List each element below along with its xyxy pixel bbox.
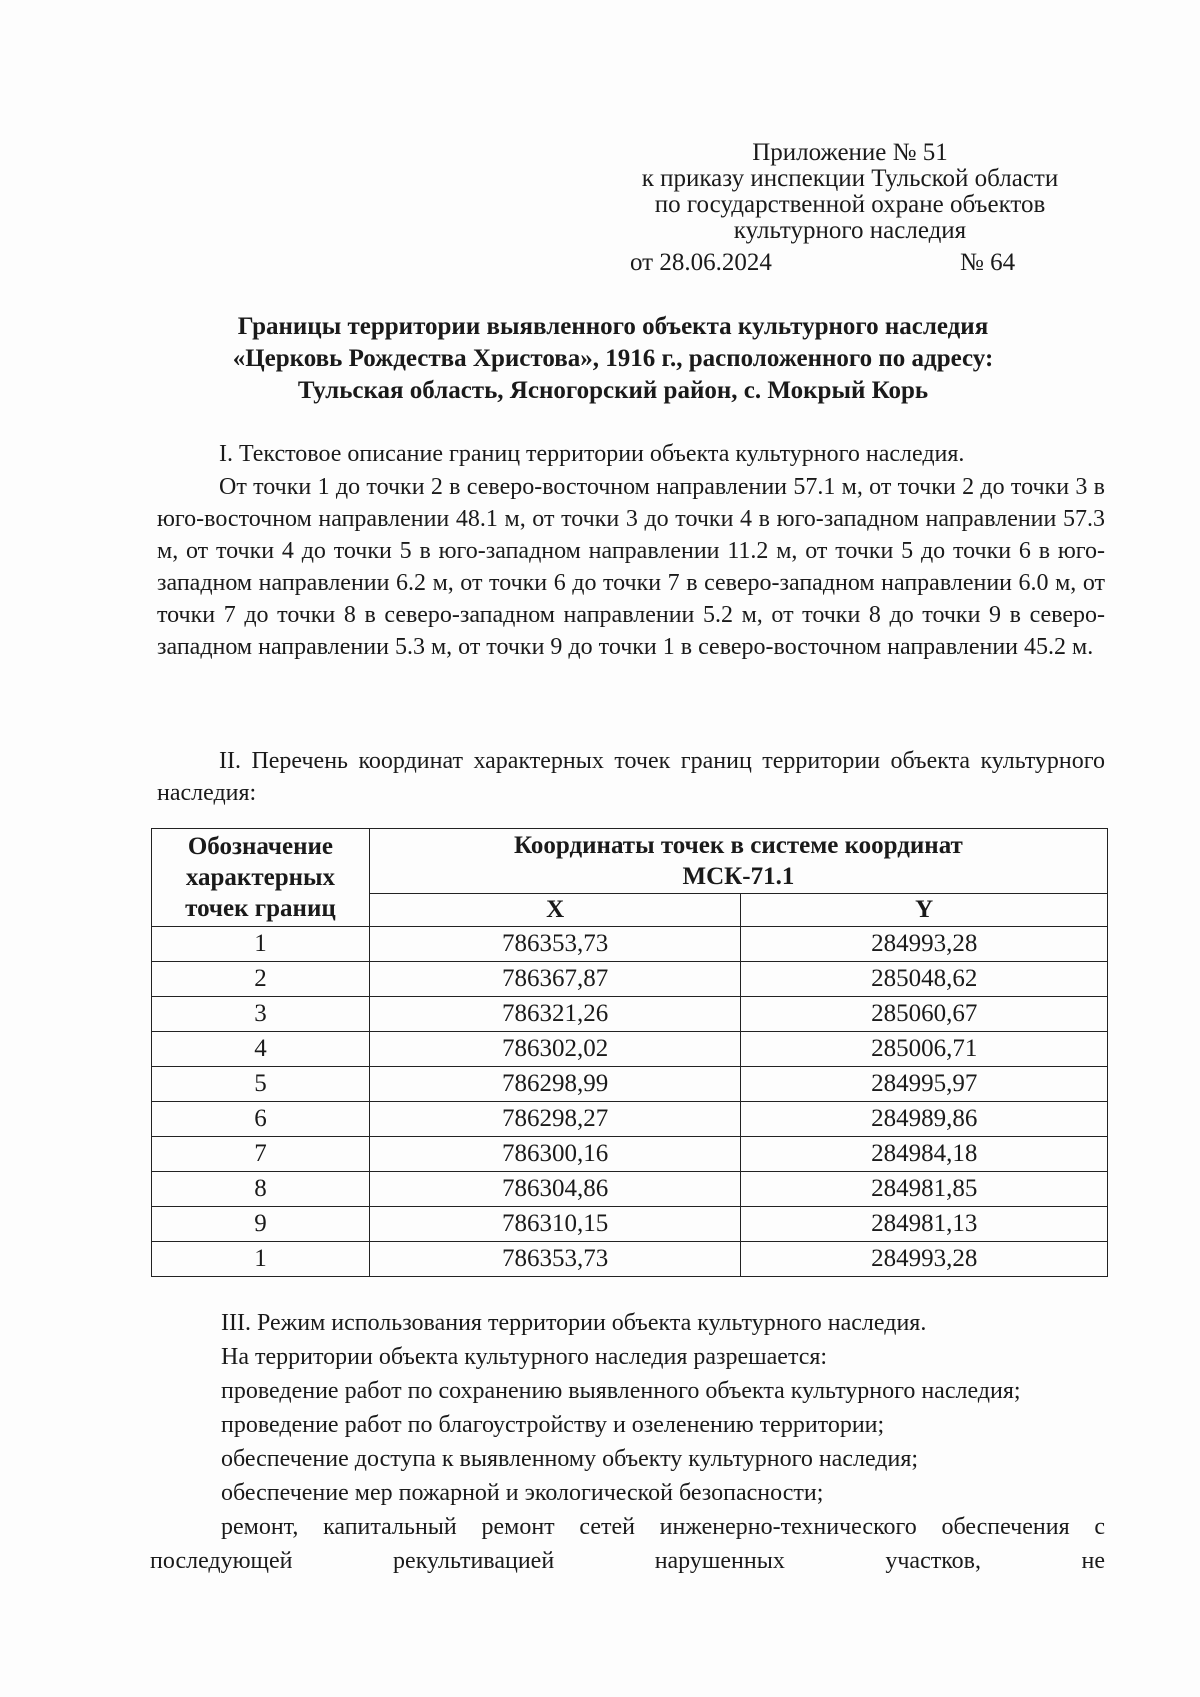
order-number: № 64 [960, 249, 1016, 276]
x-cell: 786353,73 [369, 927, 741, 962]
x-cell: 786302,02 [369, 1032, 741, 1067]
section3 [150, 1306, 1105, 1578]
table-row [152, 1207, 1108, 1242]
section3-intro: На территории объекта культурного наследия разрешается: [221, 1344, 828, 1370]
table-row [152, 962, 1108, 997]
x-cell: 786310,15 [369, 1207, 741, 1242]
y-cell: 284995,97 [741, 1067, 1108, 1102]
point-cell: 6 [152, 1102, 370, 1137]
col-points-header-line1: Обозначение [187, 833, 334, 860]
y-cell: 284981,13 [741, 1207, 1108, 1242]
section1-text: От точки 1 до точки 2 в северо-восточном направлении 57.1 м, от точки 2 до точки 3 в юго-восточном направлении 48.1 м, от точки 3 до точки 4 в юго-западном направлении 57.3 м, от точки 4 до точки 5 в юго-западном направлении 11.2 м, от точки 5 до точки 6 в юго-западном направлении 6.2 м, от точки 6 до точки 7 в северо-западном направлении 6.0 м, от точки 7 до точки 8 в северо-западном направлении 5.2 м, от точки 8 до точки 9 в северо-западном направлении 5.3 м, от точки 9 до точки 1 в северо-восточном направлении 45.2 м. [157, 474, 1105, 660]
point-cell: 7 [152, 1137, 370, 1172]
coords-header-line2: МСК-71.1 [682, 863, 795, 890]
y-cell: 284989,86 [741, 1102, 1108, 1137]
section3-heading: III. Режим использования территории объекта культурного наследия. [221, 1310, 927, 1336]
y-cell: 284981,85 [741, 1172, 1108, 1207]
col-x-header: X [369, 894, 741, 927]
title-line-3: Тульская область, Ясногорский район, с. Мокрый Корь [297, 377, 929, 404]
x-cell: 786300,16 [369, 1137, 741, 1172]
x-cell: 786298,27 [369, 1102, 741, 1137]
section1-heading: I. Текстовое описание границ территории объекта культурного наследия. [219, 441, 965, 467]
annex-number: Приложение № 51 [752, 139, 948, 166]
point-cell: 9 [152, 1207, 370, 1242]
x-cell: 786321,26 [369, 997, 741, 1032]
col-points-header [152, 829, 370, 927]
y-cell: 285060,67 [741, 997, 1108, 1032]
coordinates-rows [152, 927, 1108, 1277]
table-row [152, 997, 1108, 1032]
document-title [140, 311, 1086, 407]
table-row [152, 1032, 1108, 1067]
x-cell: 786353,73 [369, 1242, 741, 1277]
table-row [152, 927, 1108, 962]
point-cell: 8 [152, 1172, 370, 1207]
col-points-header-line3: точек границ [185, 895, 336, 922]
point-cell: 3 [152, 997, 370, 1032]
col-points-header-line2: характерных [185, 864, 336, 891]
y-cell: 284993,28 [741, 927, 1108, 962]
y-cell: 284993,28 [741, 1242, 1108, 1277]
point-cell: 1 [152, 1242, 370, 1277]
y-cell: 284984,18 [741, 1137, 1108, 1172]
point-cell: 2 [152, 962, 370, 997]
coords-header-line1: Координаты точек в системе координат [514, 832, 963, 859]
coordinates-table [151, 828, 1108, 1277]
point-cell: 1 [152, 927, 370, 962]
title-line-2: «Церковь Рождества Христова», 1916 г., расположенного по адресу: [232, 345, 994, 372]
section3-item: обеспечение мер пожарной и экологической безопасности; [221, 1480, 824, 1506]
table-row [152, 1242, 1108, 1277]
section3-item: ремонт, капитальный ремонт сетей инженерно-технического обеспечения с последующей рекультивацией нарушенных участков, не [150, 1514, 1105, 1574]
table-row [152, 1067, 1108, 1102]
title-line-1: Границы территории выявленного объекта культурного наследия [237, 313, 989, 340]
table-row [152, 1137, 1108, 1172]
coords-system-header [369, 829, 1107, 894]
section2-heading: II. Перечень координат характерных точек границ территории объекта культурного наследия: [157, 748, 1105, 806]
annex-agency: по государственной охране объектов [654, 191, 1046, 218]
annex-order-ref: к приказу инспекции Тульской области [641, 165, 1059, 192]
section3-item: проведение работ по благоустройству и озеленению территории; [221, 1412, 885, 1438]
table-row [152, 1102, 1108, 1137]
point-cell: 5 [152, 1067, 370, 1102]
table-row [152, 1172, 1108, 1207]
point-cell: 4 [152, 1032, 370, 1067]
x-cell: 786304,86 [369, 1172, 741, 1207]
annex-header [600, 140, 1100, 244]
x-cell: 786298,99 [369, 1067, 741, 1102]
order-date: от 28.06.2024 [630, 249, 772, 276]
y-cell: 285048,62 [741, 962, 1108, 997]
y-cell: 285006,71 [741, 1032, 1108, 1067]
x-cell: 786367,87 [369, 962, 741, 997]
section3-item: обеспечение доступа к выявленному объекту культурного наследия; [221, 1446, 919, 1472]
order-date-line [0, 249, 1200, 279]
section3-item: проведение работ по сохранению выявленного объекта культурного наследия; [221, 1378, 1021, 1404]
annex-agency-cont: культурного наследия [733, 217, 967, 244]
col-y-header: Y [741, 894, 1108, 927]
